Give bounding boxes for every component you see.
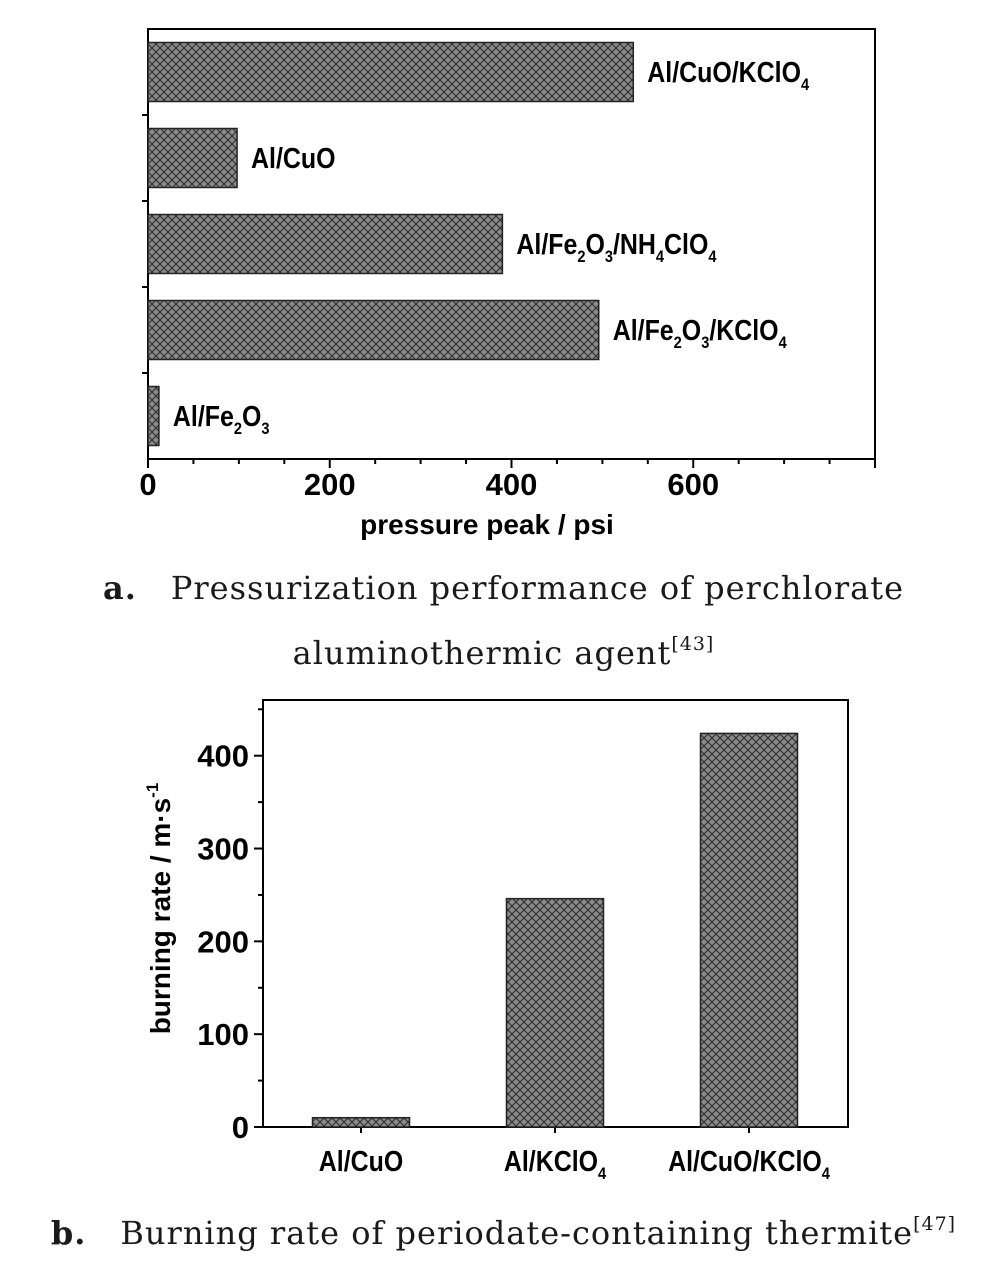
y-tick-label: 0 [231,1110,249,1145]
bar-al-cuo-kclo4 [701,733,798,1127]
bar-al-cuo [313,1118,410,1127]
x-tick-label: Al/CuO/KClO4 [668,1145,830,1184]
caption-b-letter: b. [50,1214,87,1252]
bar-label: Al/CuO/KClO4 [647,56,810,95]
caption-b-ref: [47] [913,1213,957,1235]
bar-al-cuo [148,129,237,188]
bar-al-cuo-kclo4 [148,43,633,102]
bar-label: Al/Fe2O3/NH4ClO4 [516,228,717,267]
chart-a [0,0,1007,560]
bar-label: Al/Fe2O3 [172,400,270,439]
caption-a-letter: a. [102,569,137,607]
bar-label: Al/Fe2O3/KClO4 [612,314,787,353]
y-tick-label: 400 [197,738,249,774]
caption-a-line2: aluminothermic agent [292,634,672,672]
y-tick-label: 200 [197,924,249,960]
x-tick-label: 600 [667,467,720,502]
x-tick-label: Al/KClO4 [503,1145,607,1184]
bar-al-fe2o3 [148,387,159,446]
y-tick-label: 100 [197,1017,249,1053]
y-tick-label: 300 [197,831,249,867]
x-tick-label: 0 [139,467,157,502]
chart-b [0,690,1007,1200]
y-axis-label: burning rate / $m\cdot s^{-1}$ [143,782,176,1035]
bar-al-fe2o3-nh4clo4 [148,215,502,274]
x-tick-label: 200 [303,467,356,502]
bar-al-kclo4 [507,899,604,1127]
bar-label: Al/CuO [251,142,336,175]
bar-al-fe2o3-kclo4 [148,301,599,360]
caption-a [0,560,1007,681]
caption-b-text: Burning rate of periodate-containing thermite [120,1214,914,1252]
x-tick-label: Al/CuO [318,1145,404,1178]
caption-a-ref: [43] [671,633,715,655]
x-tick-label: 400 [485,467,538,502]
caption-a-line1: Pressurization performance of perchlorate [170,569,905,607]
x-axis-label: pressure peak / psi [360,509,614,540]
caption-b [0,1200,1007,1257]
